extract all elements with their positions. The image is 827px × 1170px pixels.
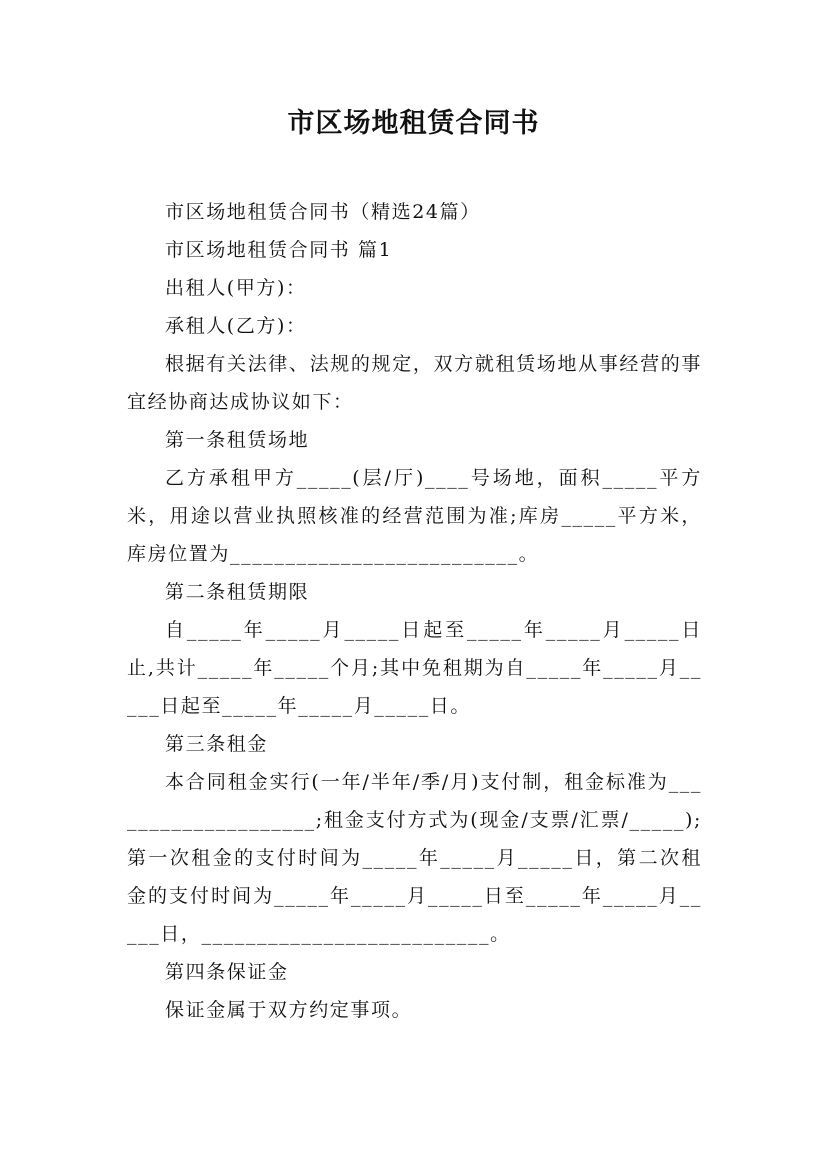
- article-3-body: 本合同租金实行(一年/半年/季/月)支付制，租金标准为____________________;租金支付方式为(现金/支票/汇票/_____);第一次租金的支付时间为_____年_____月_____日，第二次租金的支付时间为_____年_____月_____日至_____年_____月_____日，__________________________。: [127, 771, 702, 945]
- article-3-heading: 第三条租金: [165, 733, 269, 755]
- article-2-body: 自_____年_____月_____日起至_____年_____月_____日止,共计_____年_____个月;其中免租期为自_____年_____月_____日起至_____年_____月_____日。: [127, 619, 702, 717]
- paragraph-section-heading: 市区场地租赁合同书 篇1: [165, 239, 393, 261]
- document-title: 市区场地租赁合同书: [287, 108, 540, 139]
- article-4-body: 保证金属于双方约定事项。: [165, 999, 413, 1021]
- article-1-heading: 第一条租赁场地: [165, 429, 310, 451]
- document-body: [127, 193, 702, 1029]
- article-1-body: 乙方承租甲方_____(层/厅)____号场地，面积_____平方米，用途以营业执照核准的经营范围为准;库房_____平方米，库房位置为__________________________。: [127, 467, 702, 565]
- paragraph-lessee: 承租人(乙方)：: [165, 315, 307, 337]
- paragraph-preamble: 根据有关法律、法规的规定，双方就租赁场地从事经营的事宜经协商达成协议如下：: [127, 353, 702, 413]
- article-2-heading: 第二条租赁期限: [165, 581, 310, 603]
- paragraph-subtitle: 市区场地租赁合同书（精选24篇）: [165, 201, 481, 223]
- article-4-heading: 第四条保证金: [165, 961, 289, 983]
- paragraph-lessor: 出租人(甲方)：: [165, 277, 307, 299]
